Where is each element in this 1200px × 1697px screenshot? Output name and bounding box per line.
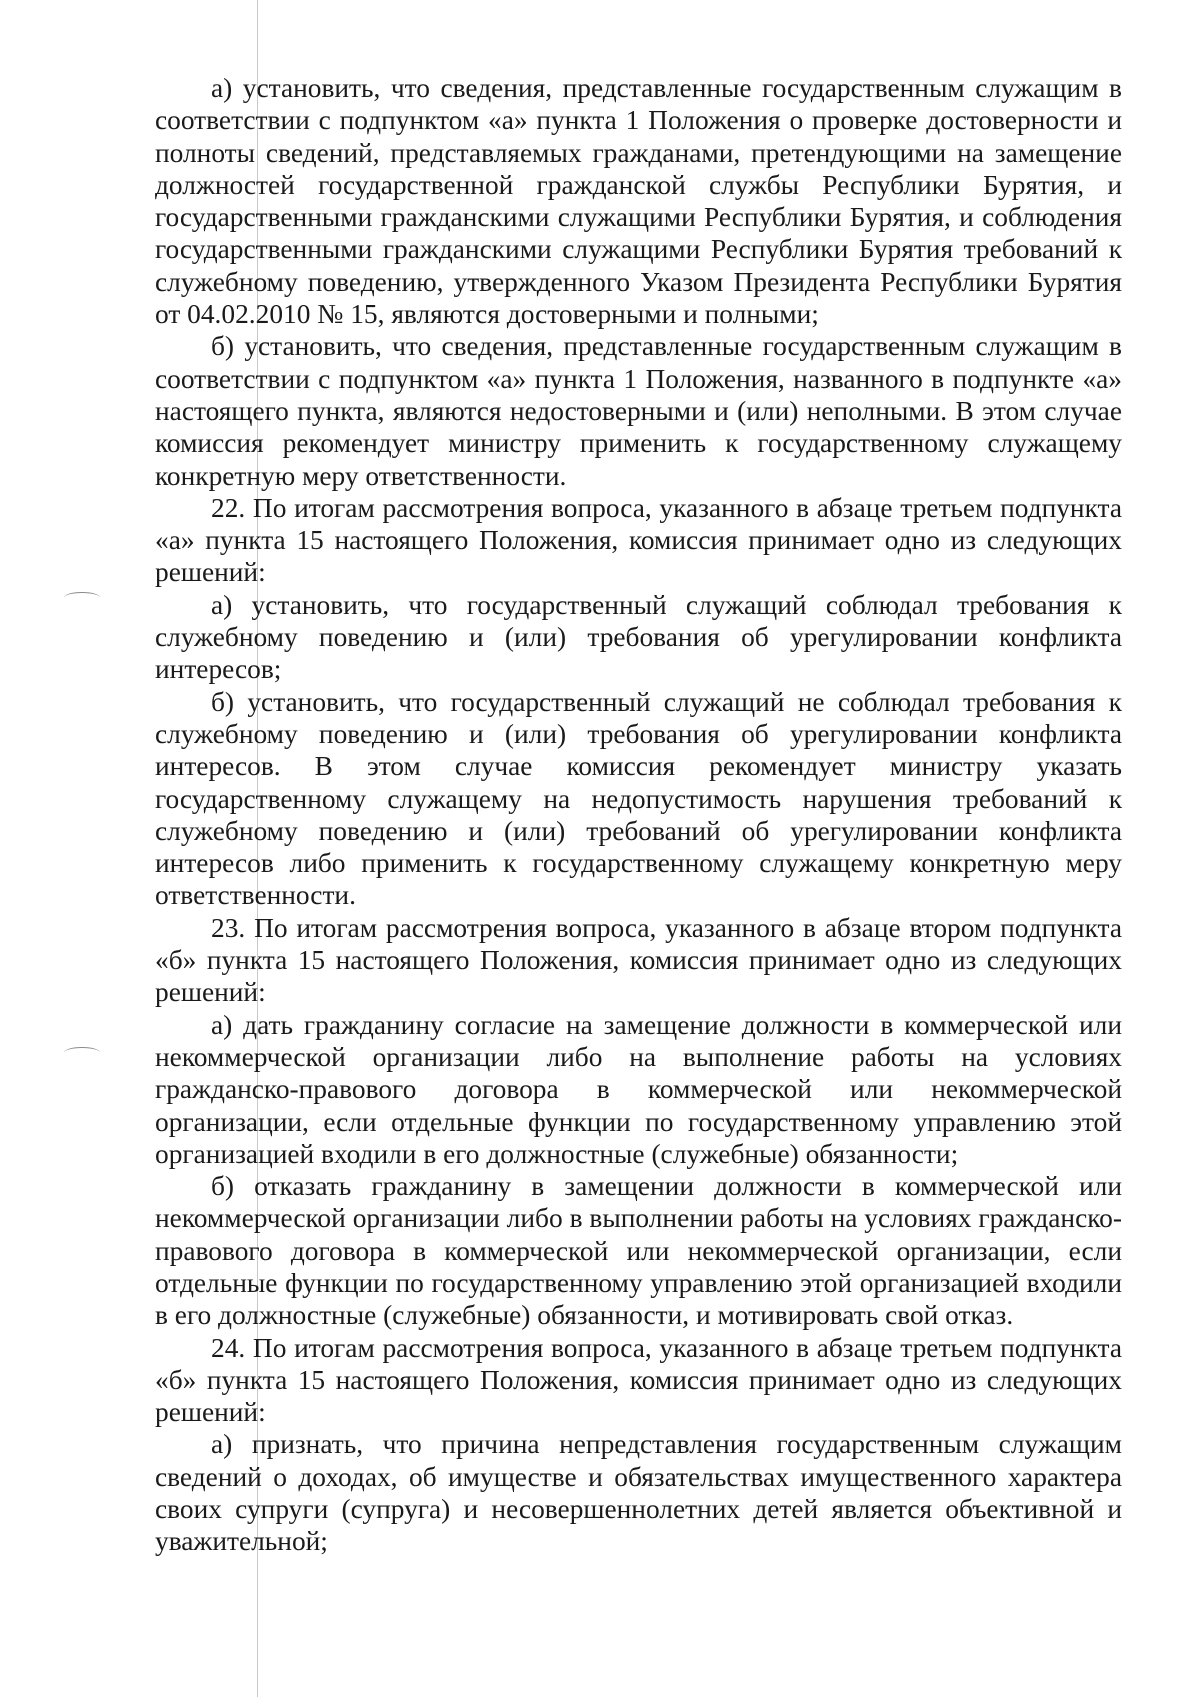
paragraph-22a: а) установить, что государственный служащий соблюдал требования к служебному поведению и (или) требования об урегулировании конфликта интересов; [155, 589, 1122, 685]
paragraph-23a: а) дать гражданину согласие на замещение должности в коммерческой или некоммерческой организации либо на выполнение работы на условиях гражданско-правового договора в коммерческой или некоммерческой организации, если отдельные функции по государственному управлению этой организацией входили в его должностные (служебные) обязанности; [155, 1009, 1122, 1169]
paragraph-21a: а) установить, что сведения, представленные государственным служащим в соответствии с подпунктом «а» пункта 1 Положения о проверке достоверности и полноты сведений, представляемых гражданами, претендующими на замещение должностей государственной гражданской службы Республики Бурятия, и государственными гражданскими служащими Республики Бурятия, и соблюдения государственными гражданскими служащими Республики Бурятия требований к служебному поведению, утвержденного Указом Президента Республики Бурятия от 04.02.2010 № 15, являются достоверными и полными; [155, 73, 1122, 330]
margin-pencil-mark [64, 1047, 100, 1058]
paragraph-21b: б) установить, что сведения, представленные государственным служащим в соответствии с подпунктом «а» пункта 1 Положения, названного в подпункте «а» настоящего пункта, являются недостоверными и (или) неполными. В этом случае комиссия рекомендует министру применить к государственному служащему конкретную меру ответственности. [155, 331, 1122, 491]
document-body [155, 72, 1122, 1558]
paragraph-22: 22. По итогам рассмотрения вопроса, указанного в абзаце третьем подпункта «а» пункта 15 настоящего Положения, комиссия принимает одно из следующих решений: [155, 492, 1122, 588]
paragraph-23: 23. По итогам рассмотрения вопроса, указанного в абзаце втором подпункта «б» пункта 15 настоящего Положения, комиссия принимает одно из следующих решений: [155, 912, 1122, 1008]
margin-pencil-mark [64, 592, 100, 603]
paragraph-23b: б) отказать гражданину в замещении должности в коммерческой или некоммерческой организации либо в выполнении работы на условиях гражданско-правового договора в коммерческой или некоммерческой организации, если отдельные функции по государственному управлению этой организацией входили в его должностные (служебные) обязанности, и мотивировать свой отказ. [155, 1171, 1122, 1331]
paragraph-24: 24. По итогам рассмотрения вопроса, указанного в абзаце третьем подпункта «б» пункта 15 настоящего Положения, комиссия принимает одно из следующих решений: [155, 1332, 1122, 1428]
paragraph-24a: а) признать, что причина непредставления государственным служащим сведений о доходах, об имуществе и обязательствах имущественного характера своих супруги (супруга) и несовершеннолетних детей является объективной и уважительной; [155, 1429, 1122, 1557]
paragraph-22b: б) установить, что государственный служащий не соблюдал требования к служебному поведению и (или) требования об урегулировании конфликта интересов. В этом случае комиссия рекомендует министру указать государственному служащему на недопустимость нарушения требований к служебному поведению и (или) требований об урегулировании конфликта интересов либо применить к государственному служащему конкретную меру ответственности. [155, 686, 1122, 911]
